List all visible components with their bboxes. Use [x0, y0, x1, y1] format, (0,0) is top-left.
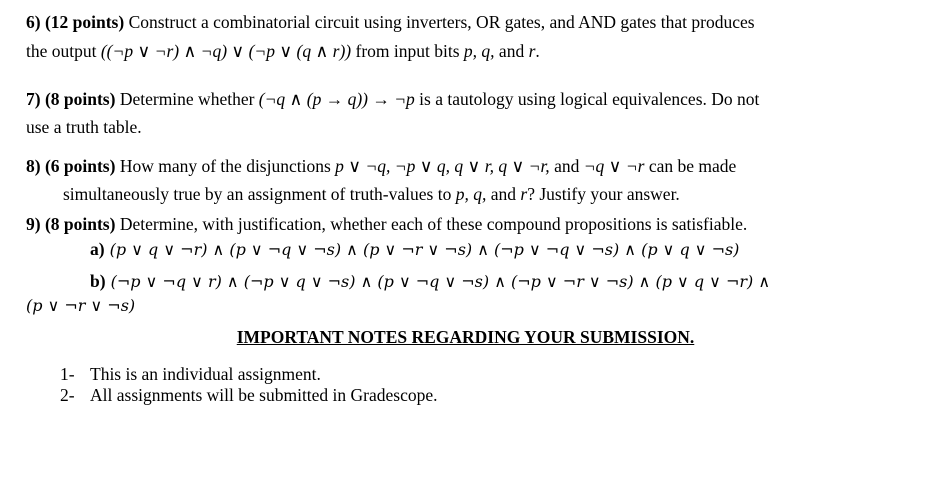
q6-line-2	[26, 40, 540, 62]
q7-line-2	[26, 116, 142, 138]
q8-disjunctions: p ∨ ¬q, ¬p ∨ q, q ∨ r, q ∨ ¬r,	[335, 156, 550, 176]
note-text: This is an individual assignment.	[90, 364, 321, 384]
q7-label: 7) (8 points)	[26, 89, 116, 109]
q8-vars: p, q,	[455, 184, 487, 204]
note-text: All assignments will be submitted in Gradescope.	[90, 385, 438, 405]
q6-line-1	[26, 11, 755, 33]
q6-inputs: p, q,	[463, 41, 495, 61]
q6-text-1: Construct a combinatorial circuit using inverters, OR gates, and AND gates that produces	[124, 12, 755, 32]
q6-last-input: r	[528, 41, 536, 61]
q8-text-2-and: and	[486, 184, 521, 204]
q8-last-var: r	[520, 184, 528, 204]
q8-line-1	[26, 155, 736, 177]
note-item	[60, 384, 438, 406]
q8-last-disjunction: ¬q ∨ ¬r	[583, 156, 645, 176]
q6-text-2-and: and	[494, 41, 529, 61]
note-number: 2-	[60, 385, 75, 405]
q9-b-formula-cont: (p ∨ ¬r ∨ ¬s)	[26, 296, 136, 315]
q9-b-formula: (¬p ∨ ¬q ∨ r) ∧ (¬p ∨ q ∨ ¬s) ∧ (p ∨ ¬q ∨ ¬s) ∧ (¬p ∨ ¬r ∨ ¬s) ∧ (p ∨ q ∨ ¬r) ∧	[105, 272, 771, 291]
q7-formula: (¬q ∧ (p → q)) → ¬p	[258, 89, 415, 109]
q6-text-2-end: .	[535, 41, 540, 61]
q9-a-label: a)	[90, 239, 105, 259]
q9-line-1	[26, 213, 747, 235]
q9-a-formula: (p ∨ q ∨ ¬r) ∧ (p ∨ ¬q ∨ ¬s) ∧ (p ∨ ¬r ∨ ¬s) ∧ (¬p ∨ ¬q ∨ ¬s) ∧ (p ∨ q ∨ ¬s)	[104, 240, 740, 259]
q6-label: 6) (12 points)	[26, 12, 125, 32]
q8-text-1-and: and	[549, 156, 584, 176]
q8-text-1-prefix: How many of the disjunctions	[115, 156, 336, 176]
q9-part-b	[90, 270, 770, 293]
note-item	[60, 363, 321, 385]
q9-part-a	[90, 238, 739, 261]
q9-text-1: Determine, with justification, whether each of these compound propositions is satisfiable.	[115, 214, 748, 234]
q6-text-2-mid: from input bits	[351, 41, 464, 61]
notes-title	[0, 326, 931, 348]
q8-text-1-suffix: can be made	[644, 156, 737, 176]
q8-label: 8) (6 points)	[26, 156, 116, 176]
q8-text-2-prefix: simultaneously true by an assignment of truth-values to	[63, 184, 456, 204]
notes-title-text: IMPORTANT NOTES REGARDING YOUR SUBMISSION.	[236, 327, 695, 347]
note-number: 1-	[60, 364, 75, 384]
q7-text-1-suffix: is a tautology using logical equivalences. Do not	[414, 89, 760, 109]
q8-line-2	[63, 183, 680, 205]
q6-formula: ((¬p ∨ ¬r) ∧ ¬q) ∨ (¬p ∨ (q ∧ r))	[100, 41, 352, 61]
q8-text-2-suffix: ? Justify your answer.	[527, 184, 680, 204]
q9-part-b-cont	[26, 294, 135, 317]
q6-text-2-prefix: the output	[26, 41, 101, 61]
q7-text-1-prefix: Determine whether	[115, 89, 259, 109]
q7-line-1	[26, 88, 759, 110]
q9-b-label: b)	[90, 271, 106, 291]
q7-text-2: use a truth table.	[26, 117, 142, 137]
q9-label: 9) (8 points)	[26, 214, 116, 234]
